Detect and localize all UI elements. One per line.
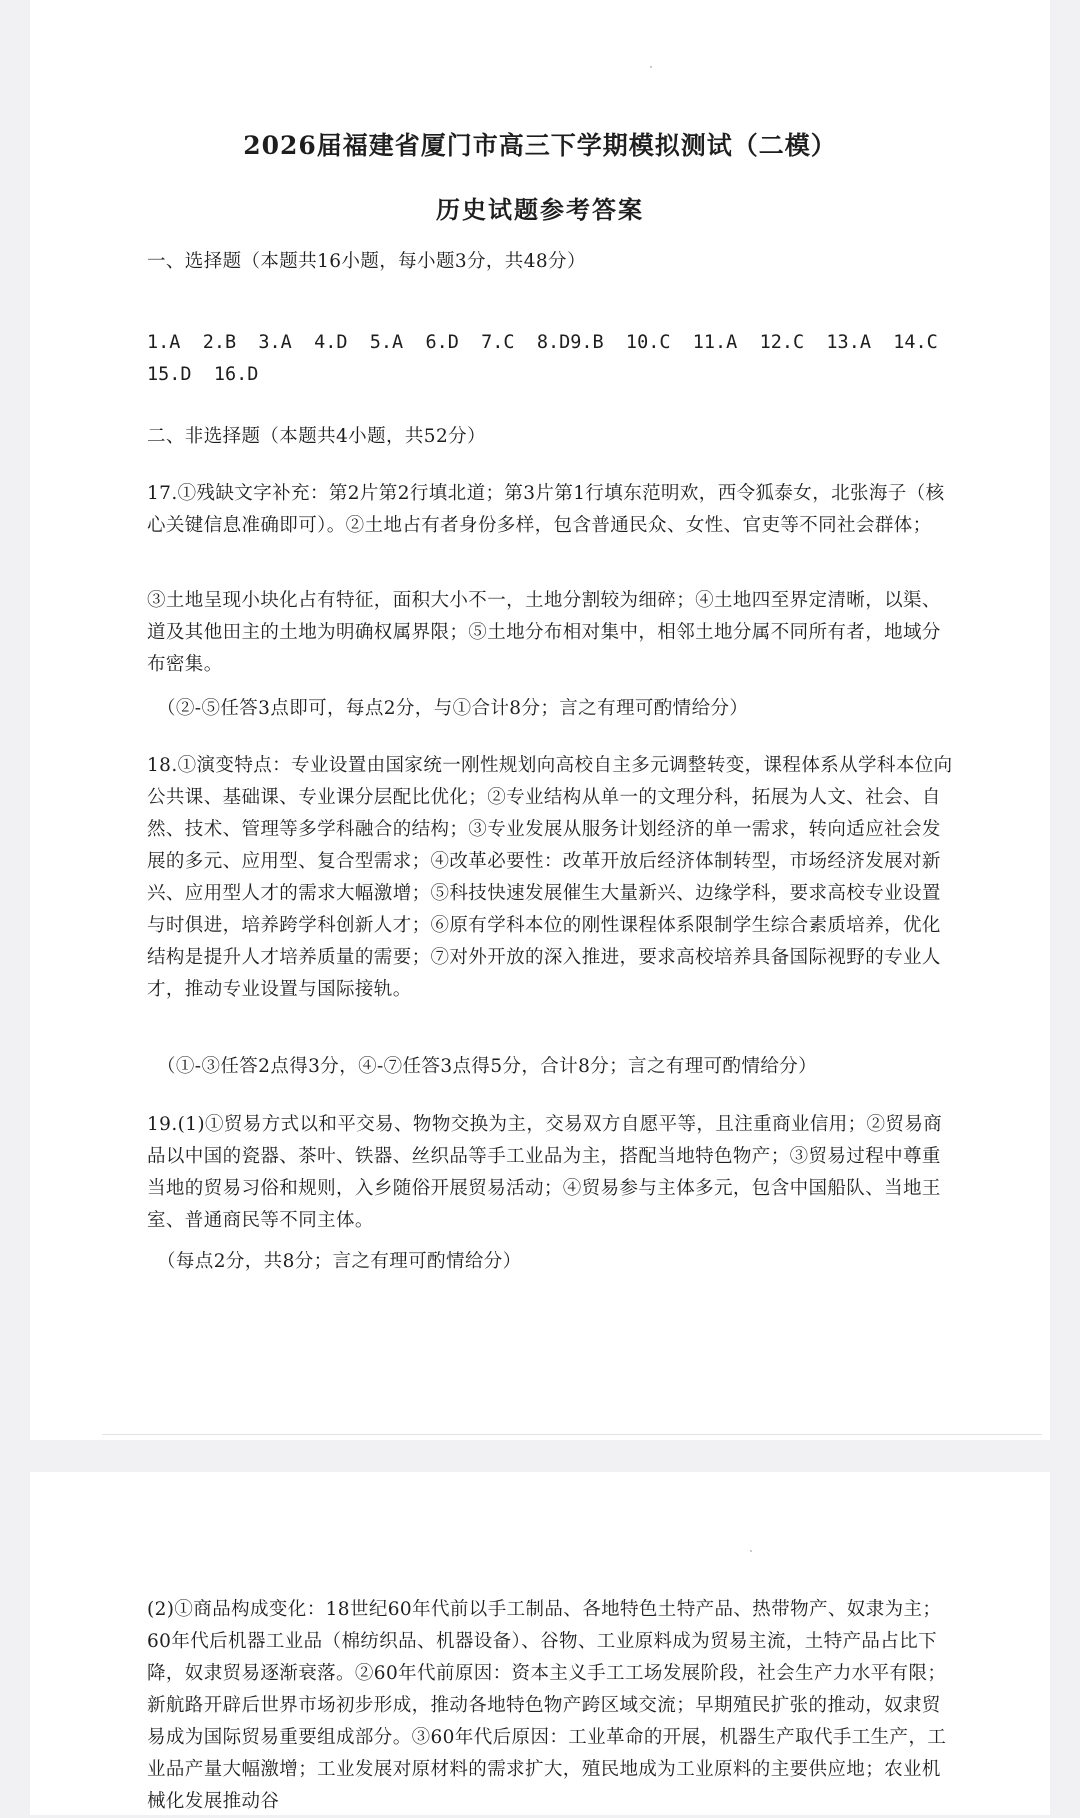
section-heading-nonchoice: 二、非选择题（本题共4小题，共52分） bbox=[147, 426, 486, 447]
q17-answer-part2: ③土地呈现小块化占有特征，面积大小不一，土地分割较为细碎；④土地四至界定清晰，以渠、道及其他田主的土地为明确权属界限；⑤土地分布相对集中，相邻土地分属不同所有者，地域分布密集。 bbox=[147, 590, 941, 675]
document-title: 2026届福建省厦门市高三下学期模拟测试（二模） bbox=[243, 131, 837, 160]
document-page-1 bbox=[30, 0, 1050, 1440]
q19-part2-answer: (2)①商品构成变化：18世纪60年代前以手工制品、各地特色土特产品、热带物产、奴隶为主；60年代后机器工业品（棉纺织品、机器设备）、谷物、工业原料成为贸易主流，土特产品占比下降，奴隶贸易逐渐衰落。②60年代前原因：资本主义手工工场发展阶段，社会生产力水平有限；新航路开辟后世界市场初步形成，推动各地特色物产跨区域交流；早期殖民扩张的推动，奴隶贸易成为国际贸易重要组成部分。③60年代后原因：工业革命的开展，机器生产取代手工生产，工业品产量大幅激增；工业发展对原材料的需求扩大，殖民地成为工业原料的主要供应地；农业机械化发展推动谷 bbox=[147, 1599, 947, 1812]
q18-answer: 18.①演变特点：专业设置由国家统一刚性规划向高校自主多元调整转变，课程体系从学科本位向公共课、基础课、专业课分层配比优化；②专业结构从单一的文理分科，拓展为人文、社会、自然、技术、管理等多学科融合的结构；③专业发展从服务计划经济的单一需求，转向适应社会发展的多元、应用型、复合型需求；④改革必要性：改革开放后经济体制转型，市场经济发展对新兴、应用型人才的需求大幅激增；⑤科技快速发展催生大量新兴、边缘学科，要求高校专业设置与时俱进，培养跨学科创新人才；⑥原有学科本位的刚性课程体系限制学生综合素质培养，优化结构是提升人才培养质量的需要；⑦对外开放的深入推进，要求高校培养具备国际视野的专业人才，推动专业设置与国际接轨。 bbox=[147, 755, 953, 1000]
q19-part1-answer: 19.(1)①贸易方式以和平交易、物物交换为主，交易双方自愿平等，且注重商业信用；②贸易商品以中国的瓷器、茶叶、铁器、丝织品等手工业品为主，搭配当地特色物产；③贸易过程中尊重当地的贸易习俗和规则，入乡随俗开展贸易活动；④贸易参与主体多元，包含中国船队、当地王室、普通商民等不同主体。 bbox=[147, 1114, 943, 1231]
q17-scoring-note: （②-⑤任答3点即可，每点2分，与①合计8分；言之有理可酌情给分） bbox=[157, 698, 749, 719]
q19-scoring-note: （每点2分，共8分；言之有理可酌情给分） bbox=[157, 1251, 522, 1272]
page-divider bbox=[102, 1434, 1042, 1435]
choice-answers-line-1: 1.A 2.B 3.A 4.D 5.A 6.D 7.C 8.D9.B 10.C 11.A 12.C 13.A 14.C bbox=[147, 332, 938, 353]
document-page-2 bbox=[30, 1472, 1050, 1815]
choice-answers-line-2: 15.D 16.D bbox=[147, 364, 259, 385]
q17-answer-part1: 17.①残缺文字补充：第2片第2行填北道；第3片第1行填东范明欢，西令狐泰女，北张海子（核心关键信息准确即可）。②土地占有者身份多样，包含普通民众、女性、官吏等不同社会群体； bbox=[147, 483, 945, 536]
scan-speck bbox=[750, 1550, 752, 1552]
section-heading-choice: 一、选择题（本题共16小题，每小题3分，共48分） bbox=[147, 251, 586, 272]
document-subtitle: 历史试题参考答案 bbox=[436, 195, 644, 224]
scan-speck bbox=[650, 66, 652, 68]
q18-scoring-note: （①-③任答2点得3分，④-⑦任答3点得5分，合计8分；言之有理可酌情给分） bbox=[157, 1056, 818, 1077]
